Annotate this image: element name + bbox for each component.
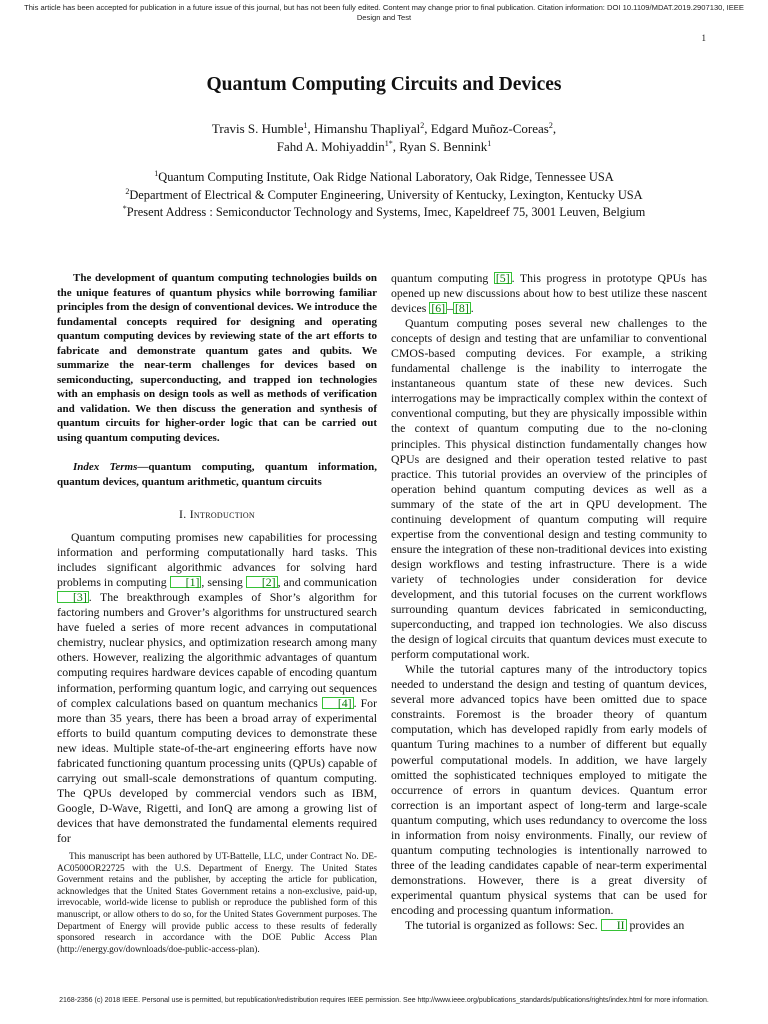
paragraph-text: quantum computing — [391, 271, 494, 285]
body-paragraph — [391, 918, 707, 933]
intro-text-left — [57, 530, 377, 846]
author-name: Travis S. Humble — [211, 121, 304, 136]
paragraph-text: Quantum computing poses several new challenges to the concepts of design and testing that are unfamiliar to conventional CMOS-based computing devices. For example, a striking fundamental challenge is the inability to interrogate the instantaneous quantum state of these new devices. Such interrogations may be impractically complex within the context of conventional computing, but they are physically impossible within the context of quantum computing due to the no-cloning principles. This physical distinction fundamentally changes how QPUs are designed and their operation tested relative to past practice. This tutorial provides an overview of the principles of operation behind quantum computing devices as well as a summary of the state of the art in QPU development. The continuing development of quantum computing will require expertise from the conventional design and testing community to ensure the integration of these non-traditional devices into existing design workflows and testing infrastructure. There is a wide variety of technologies under consideration for device development, and this tutorial focuses on the current workflows surrounding quantum devices fabricated in semiconducting, superconducting, and trapped ion technologies. We also discuss the design of logical circuits that quantum devices must execute to perform computational work. — [391, 316, 707, 662]
author-name: Ryan S. Bennink — [399, 139, 488, 154]
body-paragraph — [391, 662, 707, 918]
paragraph-text: – — [447, 301, 453, 316]
affiliation-mark: 1 — [154, 169, 159, 178]
citation-link[interactable]: II — [601, 919, 627, 931]
paragraph-text: . — [470, 301, 474, 316]
author-name: Fahd A. Mohiyaddin — [276, 139, 385, 154]
affiliation-text: Quantum Computing Institute, Oak Ridge National Laboratory, Oak Ridge, Tennessee USA — [158, 170, 614, 184]
section-heading — [57, 507, 377, 522]
footnote: This manuscript has been authored by UT-Battelle, LLC, under Contract No. DE-AC0500OR22725 with the U.S. Department of Energy. The United States Government retains and the publisher, by accepting the article for publication, acknowledges that the United States Government retains a non-exclusive, paid-up, irrevocable, world-wide license to publish or reproduce the published form of this manuscript, or allow others to do so, for the United States Government purposes. The Department of Energy will provide public access to these results of federally sponsored research in accordance with the DOE Public Access Plan (http://energy.gov/downloads/doe-public-access-plan). — [57, 852, 377, 955]
citation-link[interactable]: [6] — [431, 301, 446, 316]
index-terms — [57, 460, 377, 489]
citation-link[interactable]: [8] — [455, 301, 469, 316]
affiliation-line — [0, 204, 768, 222]
right-column — [391, 271, 707, 933]
paragraph-text: Quantum computing promises new capabilities for processing information and performing computationally hard tasks. This includes significant algorithmic advances for solving hard problems in computing — [57, 530, 377, 590]
body-paragraph — [57, 530, 377, 846]
paragraph-text: The tutorial is organized as follows: Sec. — [405, 918, 601, 933]
index-terms-label: Index Terms — [73, 461, 138, 473]
section-title: Introduction — [189, 507, 256, 521]
citation-link[interactable]: [3] — [57, 591, 89, 603]
citation-link[interactable]: [5] — [495, 271, 510, 285]
author-affiliation-mark: 2 — [420, 121, 425, 130]
author-separator: , — [552, 121, 557, 136]
abstract: The development of quantum computing technologies builds on the unique features of quantum physics while borrowing familiar principles from the design of conventional devices. We introduce the fundamental concepts required for designing and operating quantum computing devices by reviewing state of the art efforts to fabricate and demonstrate quantum gates and qubits. We summarize the near-term challenges for devices based on semiconducting, superconducting, and trapped ion technologies with an emphasis on design tools as well as methods of verification and validation. We then discuss the generation and synthesis of quantum circuits for higher-order logic that can be carried out using quantum computing devices. — [57, 272, 377, 444]
body-paragraph — [391, 316, 707, 662]
affiliation-text: Department of Electrical & Computer Engineering, University of Kentucky, Lexington, Kentucky USA — [129, 187, 643, 202]
author-line-1 — [0, 120, 768, 138]
paragraph-text: . This progress in prototype QPUs has opened up new discussions about how to best utilize these nascent devices — [391, 271, 707, 316]
citation-link[interactable]: [4] — [322, 697, 354, 709]
citation-link[interactable]: [2] — [246, 576, 278, 588]
affiliation-text: Present Address : Semiconductor Technology and Systems, Imec, Kapeldreef 75, 3001 Leuven, Belgium — [126, 205, 646, 219]
paragraph-text: , sensing — [201, 575, 246, 590]
section-number: I. — [178, 507, 190, 521]
copyright-footer: 2168-2356 (c) 2018 IEEE. Personal use is permitted, but republication/redistribution requires IEEE permission. See http://www.ieee.org/publications_standards/publications/rights/index.html for more information. — [59, 997, 709, 1004]
author-affiliation-mark: 2 — [548, 121, 553, 130]
page-number: 1 — [701, 33, 706, 43]
affiliations — [0, 169, 768, 222]
paragraph-text: , and communication — [277, 575, 378, 590]
affiliation-mark: 2 — [125, 186, 130, 196]
author-line-2 — [0, 138, 768, 156]
author-affiliation-mark: 1 — [303, 121, 308, 130]
affiliation-line — [0, 187, 768, 205]
paper-title: Quantum Computing Circuits and Devices — [206, 74, 562, 95]
author-affiliation-mark: 1 — [487, 139, 492, 148]
affiliation-mark: * — [122, 204, 127, 213]
author-separator: , — [392, 139, 400, 154]
author-name: Edgard Muñoz-Coreas — [430, 121, 549, 136]
citation-link[interactable]: [1] — [170, 576, 202, 588]
author-affiliation-mark: 1* — [384, 139, 393, 148]
paragraph-text: . For more than 35 years, there has been a broad array of experimental efforts to build quantum computing devices to demonstrate these new ideas. Multiple state-of-the-art engineering efforts have now fabricated functioning quantum processing units (QPUs) capable of carrying out small-scale demonstrations of quantum computing. The QPUs developed by commercial vendors such as IBM, Google, D-Wave, Rigetti, and IonQ are among a growing list of devices that have demonstrated the fundamental elements required for — [57, 695, 377, 845]
paragraph-text: While the tutorial captures many of the introductory topics needed to understand the design and testing of quantum devices, several more advanced topics have been omitted due to space constraints. Foremost is the broader theory of quantum computation, which has developed rapidly from early models of quantum Turing machines to a number of different but equally powerful computational models. In addition, we have largely omitted the sophisticated techniques employed to mitigate the occurrence of errors in quantum devices. Quantum error correction is an important aspect of long-term and large-scale quantum computing, which uses redundancy to overcome the loss in information from noisy environments. Finally, our review of quantum computing technologies is intentionally narrowed to three of the leading candidates capable of near-term experimental demonstrations. However, there is a great diversity of experimental quantum physical systems that can be used for encoding and processing quantum information. — [391, 662, 707, 917]
author-list — [0, 120, 768, 156]
index-terms-text: —quantum computing, quantum information, quantum devices, quantum arithmetic, quantum circuits — [57, 461, 377, 488]
left-column — [57, 271, 377, 846]
affiliation-line — [0, 169, 768, 187]
journal-banner: This article has been accepted for publication in a future issue of this journal, but has not been fully edited. Content may change prior to final publication. Citation information: DOI 10.1109/MDAT.2019.2907130, IEEE Design and Test — [24, 3, 744, 22]
paragraph-text: provides an — [626, 918, 685, 933]
author-separator: , — [424, 121, 431, 136]
author-separator: , — [307, 121, 315, 136]
paragraph-text: . The breakthrough examples of Shor’s algorithm for factoring numbers and Grover’s algorithms for unstructured search have fueled a series of more recent advances in computational chemistry, nuclear physics, and optimization research among many others. However, realizing the algorithmic advantages of quantum computing requires hardware devices capable of encoding quantum information, performing quantum logic, and carrying out sequences of complex calculations based on quantum mechanics — [57, 590, 377, 710]
body-paragraph — [391, 271, 707, 316]
author-name: Himanshu Thapliyal — [314, 121, 421, 136]
